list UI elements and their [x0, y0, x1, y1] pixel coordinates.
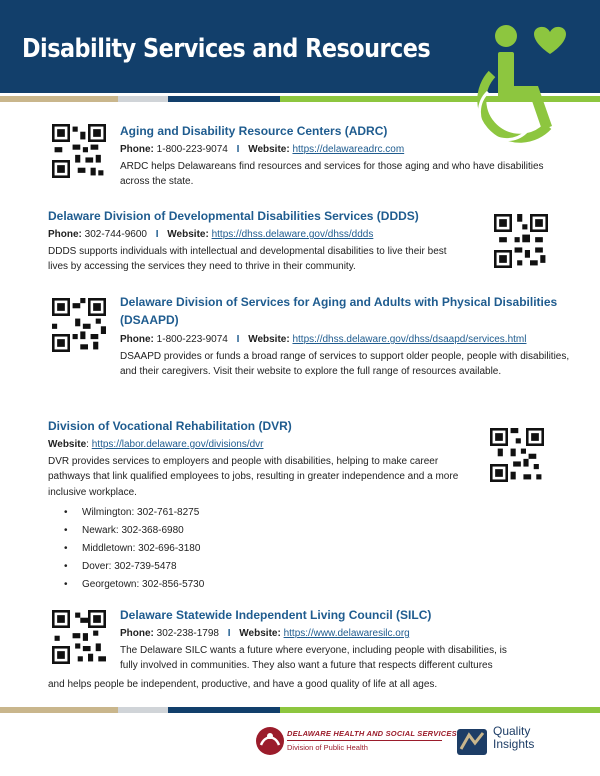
description-dvr: DVR provides services to employers and people with disabilities, helping to make career pathways that link qualified employees to jobs, resulting in greater independence and a more inclusive workplace. — [48, 455, 459, 498]
description-silc-line1: The Delaware SILC wants a future where everyone, including people with disabilities, is — [120, 644, 507, 656]
website-label: Website: — [239, 628, 281, 639]
divider — [287, 740, 442, 741]
phone-number-adrc: 1-800-223-9074 — [156, 144, 228, 155]
dhss-emblem-icon — [255, 725, 285, 757]
qr-code-ddds[interactable] — [494, 214, 548, 268]
website-label: Website: — [248, 334, 290, 345]
description-dsaapd: DSAAPD provides or funds a broad range of services to support older people, people with disabilities, and their caregivers. Visit their website to explore the full range of resources available. — [120, 350, 570, 377]
website-label: Website — [48, 439, 87, 450]
qi-line2: Insights — [493, 737, 535, 751]
section-title-adrc: Aging and Disability Resource Centers (ADRC) — [120, 124, 388, 138]
page-title: Disability Services and Resources — [22, 34, 431, 64]
website-label: Website: — [167, 229, 209, 240]
website-link-dsaapd[interactable]: https://dhss.delaware.gov/dhss/dsaapd/services.html — [292, 334, 527, 345]
footer-stripe — [0, 707, 600, 713]
section-title-ddds: Delaware Division of Developmental Disabilities Services (DDDS) — [48, 209, 419, 223]
qr-code-dvr[interactable] — [490, 428, 544, 482]
dhss-name: DELAWARE HEALTH AND SOCIAL SERVICES — [287, 729, 457, 738]
qi-line1: Quality — [493, 724, 531, 738]
separator: I — [236, 144, 240, 155]
description-ddds: DDDS supports individuals with intellectual and developmental disabilities to live their best lives by accessing the services they need to thrive in their community. — [48, 245, 447, 272]
section-ddds — [48, 208, 468, 275]
contact-line-dsaapd — [120, 332, 570, 348]
phone-number-ddds: 302-744-9600 — [84, 229, 147, 240]
phone-label: Phone: — [48, 229, 82, 240]
section-dsaapd — [120, 293, 570, 380]
qr-code-silc[interactable] — [52, 610, 106, 664]
contact-line-dvr: Website: https://labor.delaware.gov/divisions/dvr — [48, 439, 264, 450]
website-link-silc[interactable]: https://www.delawaresilc.org — [283, 628, 410, 639]
website-label: Website: — [248, 144, 290, 155]
list-item: • Middletown: 302-696-3180 — [48, 540, 473, 558]
section-silc — [120, 607, 575, 674]
list-item: • Georgetown: 302-856-5730 — [48, 576, 473, 594]
section-adrc — [120, 123, 570, 190]
website-link-dvr[interactable]: https://labor.delaware.gov/divisions/dvr — [91, 439, 264, 450]
contact-line-silc — [120, 626, 575, 642]
separator: I — [155, 229, 159, 240]
phone-number-silc: 302-238-1798 — [156, 628, 219, 639]
list-item: • Dover: 302-739-5478 — [48, 558, 473, 576]
description-silc-line2: fully involved in communities. They also want a future that respects different cultures — [120, 660, 493, 671]
separator: I — [227, 628, 231, 639]
section-title-dsaapd: Delaware Division of Services for Aging and Adults with Physical Disabilities (DSAAPD) — [120, 295, 558, 327]
phone-number-dsaapd: 1-800-223-9074 — [156, 334, 228, 345]
office-list — [48, 504, 473, 594]
website-link-adrc[interactable]: https://delawareadrc.com — [292, 144, 405, 155]
qr-code-dsaapd[interactable] — [52, 298, 106, 352]
contact-line-ddds — [48, 227, 468, 243]
phone-label: Phone: — [120, 334, 154, 345]
description-adrc: ARDC helps Delawareans find resources and services for those aging and who have disabilities across the state. — [120, 160, 544, 187]
list-item: • Wilmington: 302-761-8275 — [48, 504, 473, 522]
quality-insights-emblem-icon — [455, 725, 489, 757]
list-item: • Newark: 302-368-6980 — [48, 522, 473, 540]
section-title-dvr: Division of Vocational Rehabilitation (DVR) — [48, 419, 292, 433]
description-silc-line3: and helps people be independent, productive, and have a good quality of life at all ages. — [48, 679, 438, 690]
contact-line-adrc — [120, 142, 570, 158]
qr-code-adrc[interactable] — [52, 124, 106, 178]
quality-insights-logo — [455, 723, 565, 759]
dhss-division: Division of Public Health — [287, 743, 368, 752]
website-link-ddds[interactable]: https://dhss.delaware.gov/dhss/ddds — [211, 229, 374, 240]
phone-label: Phone: — [120, 144, 154, 155]
phone-label: Phone: — [120, 628, 154, 639]
dhss-logo — [255, 723, 457, 759]
separator: I — [236, 334, 240, 345]
quality-insights-name — [493, 725, 534, 751]
section-dvr — [48, 418, 473, 594]
section-title-silc: Delaware Statewide Independent Living Council (SILC) — [120, 608, 432, 622]
